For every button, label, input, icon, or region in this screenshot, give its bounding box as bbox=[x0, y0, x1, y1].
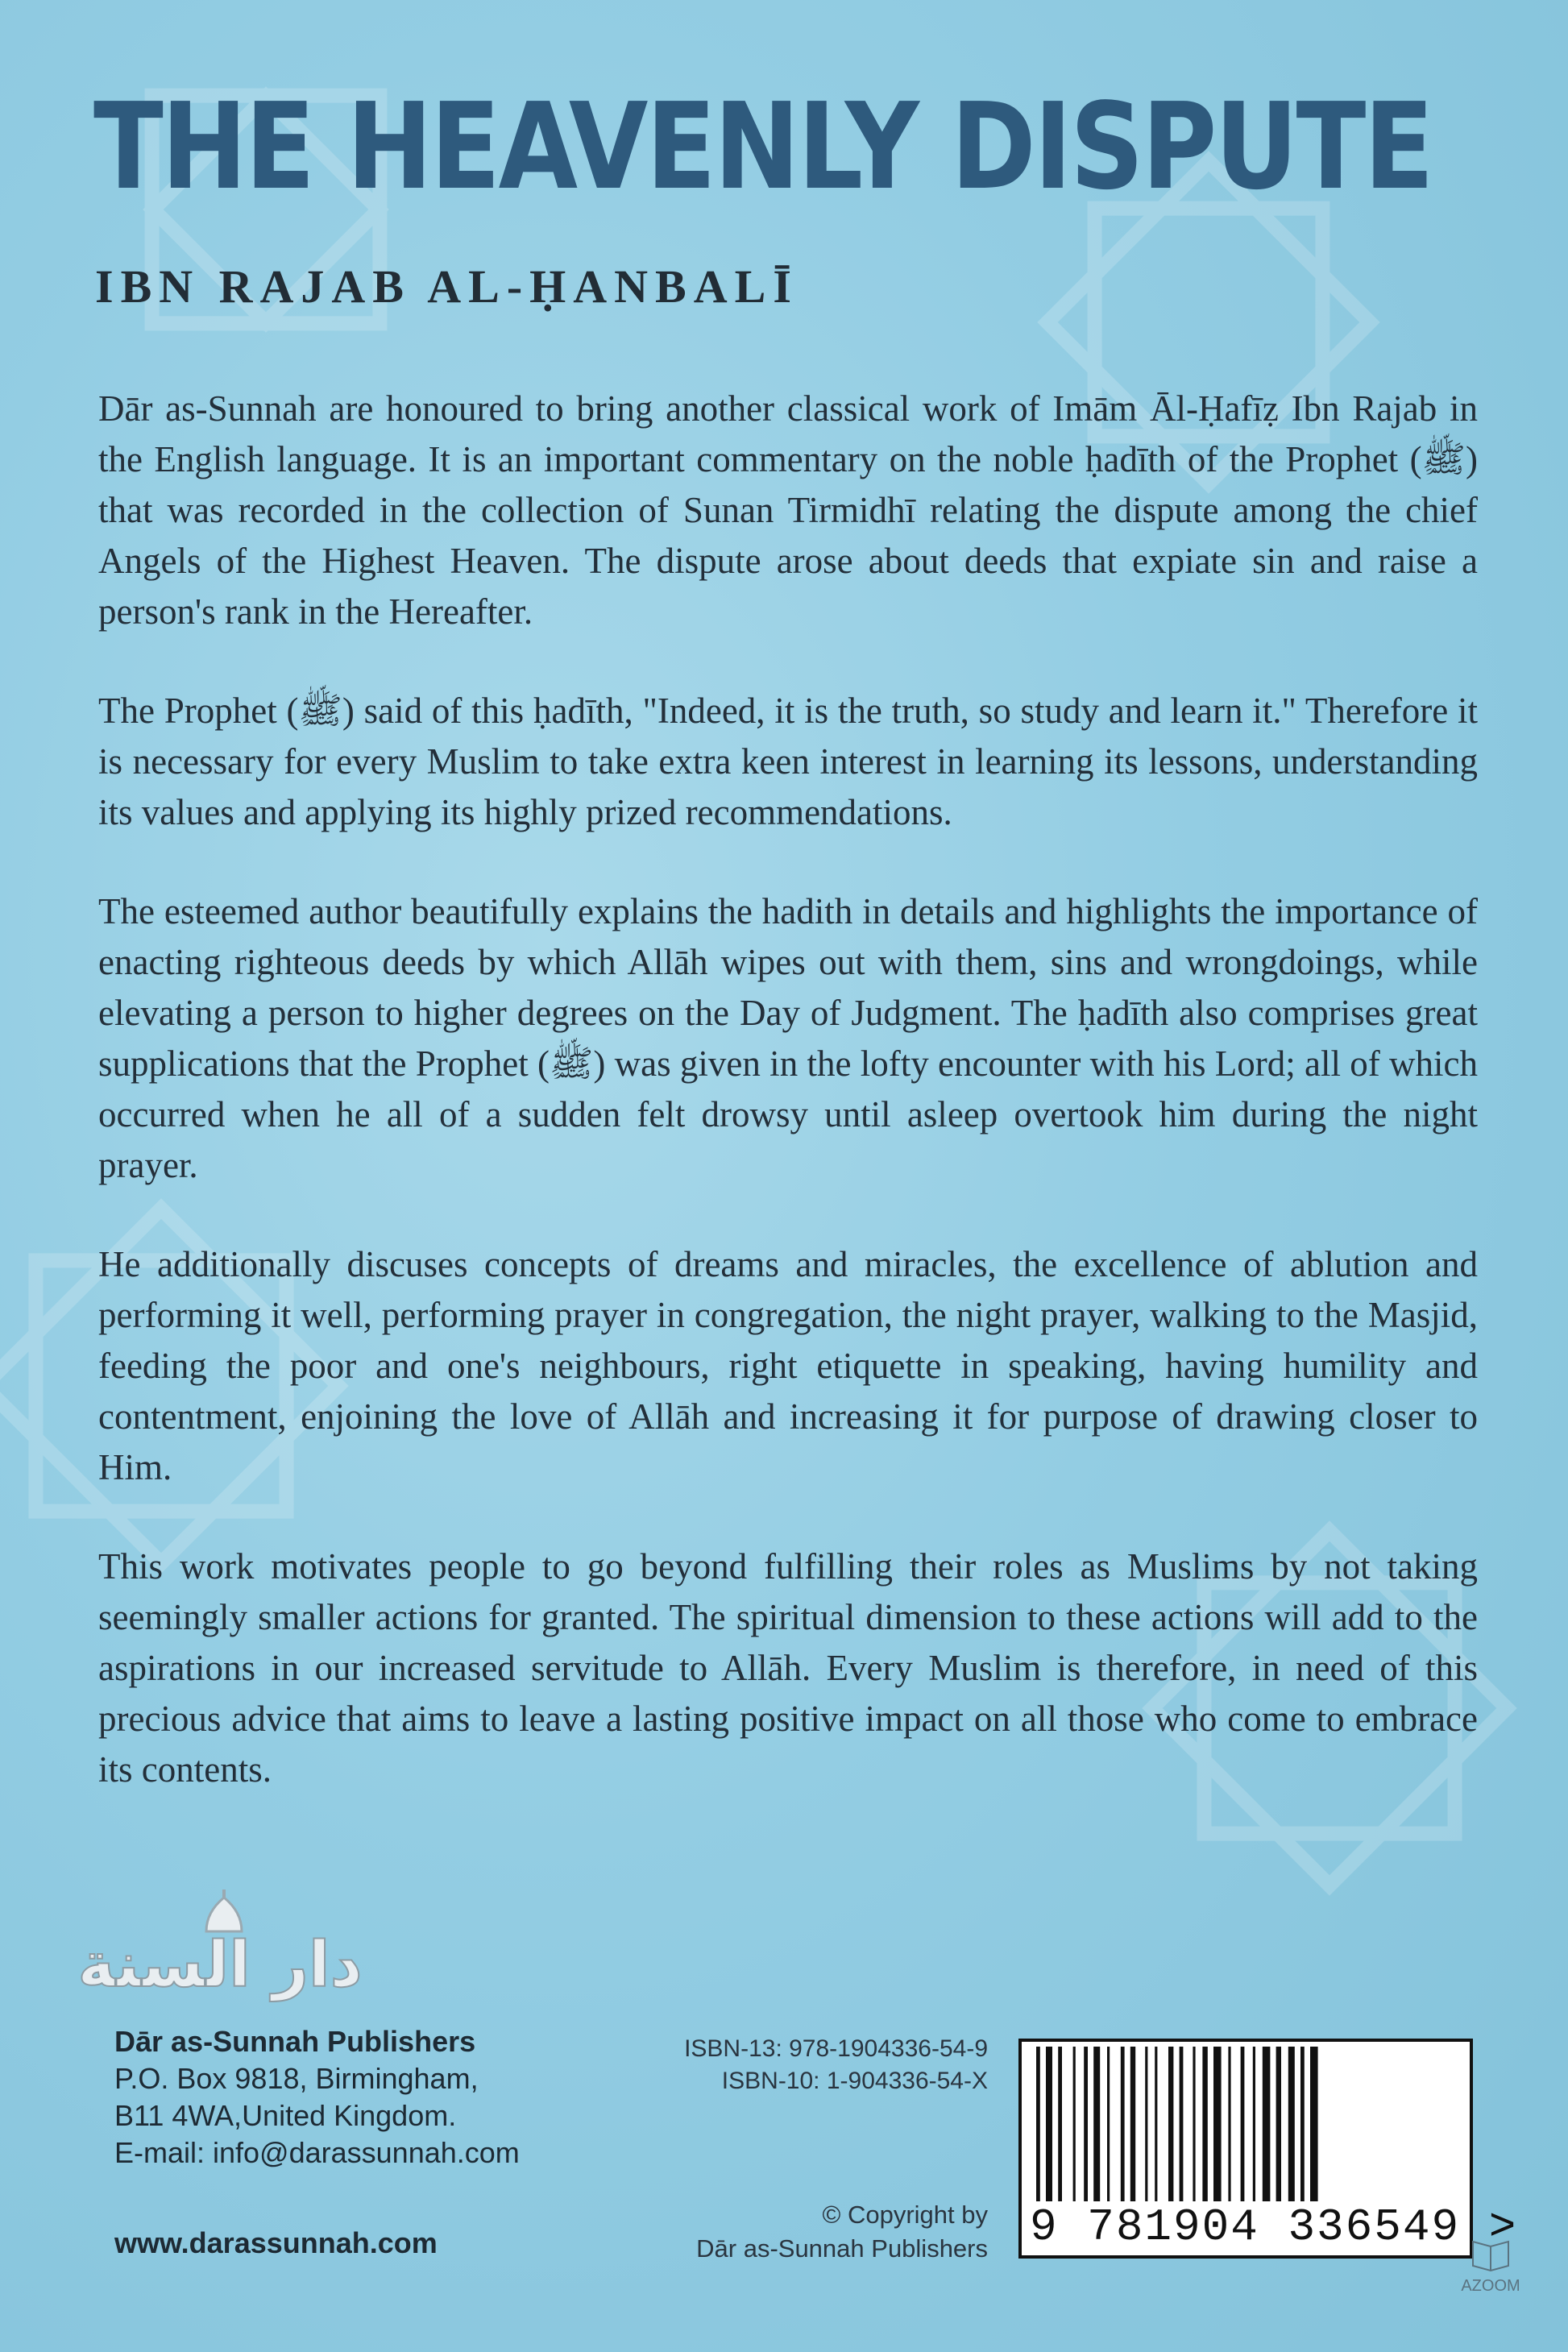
copyright-line-2: Dār as-Sunnah Publishers bbox=[696, 2234, 988, 2263]
book-title: THE HEAVENLY DISPUTE bbox=[93, 77, 1433, 216]
blurb-paragraph-1: Dār as-Sunnah are honoured to bring another classical work of Imām Āl-Ḥafīẓ Ibn Rajab in the English language. It is an important commentary on the noble ḥadīth of the Prophet (ﷺ) that was recorded in the collection of Sunan Tirmidhī relating the dispute among the chief Angels of the Highest Heaven. The dispute arose about deeds that expiate sin and raise a person's rank in the Hereafter. bbox=[98, 388, 1478, 632]
copyright-block bbox=[637, 2198, 988, 2266]
blurb-paragraph-4: He additionally discuses concepts of dreams and miracles, the excellence of ablution and performing it well, performing prayer in congregation, the night prayer, walking to the Masjid, feeding the poor and one's neighbours, right etiquette in speaking, having humility and contentment, enjoining the love of Allāh and increasing it for purpose of drawing closer to Him. bbox=[98, 1244, 1478, 1487]
isbn-10: ISBN-10: 1-904336-54-X bbox=[721, 2068, 988, 2094]
barcode-bar bbox=[1213, 2047, 1222, 2208]
barcode-bar bbox=[1145, 2047, 1147, 2208]
publisher-name: Dār as-Sunnah Publishers bbox=[114, 2025, 476, 2058]
isbn-block bbox=[637, 2033, 988, 2097]
barcode-bar bbox=[1263, 2047, 1271, 2208]
barcode-bar bbox=[1130, 2047, 1135, 2208]
watermark bbox=[1450, 2240, 1531, 2296]
barcode-bar bbox=[1155, 2047, 1157, 2208]
barcode-bar bbox=[1073, 2047, 1076, 2208]
watermark-text: AZOOM bbox=[1461, 2277, 1520, 2295]
publisher-info bbox=[114, 2023, 520, 2172]
publisher-address-2: B11 4WA,United Kingdom. bbox=[114, 2099, 457, 2132]
barcode-bar bbox=[1036, 2047, 1040, 2208]
book-author: IBN RAJAB AL-ḤANBALĪ bbox=[95, 260, 799, 313]
barcode-bar bbox=[1121, 2047, 1125, 2208]
publisher-email: E-mail: info@darassunnah.com bbox=[114, 2136, 520, 2169]
blurb-paragraph-2: The Prophet (ﷺ) said of this ḥadīth, "Indeed, it is the truth, so study and learn it." Therefore it is necessary for every Muslim to take extra keen interest in learning its lessons, understanding its values and applying its highly prized recommendations. bbox=[98, 691, 1478, 832]
blurb-paragraph-3: The esteemed author beautifully explains the hadith in details and highlights the importance of enacting righteous deeds by which Allāh wipes out with them, sins and wrongdoings, while elevating a person to higher degrees on the Day of Judgment. The ḥadīth also comprises great supplications that the Prophet (ﷺ) was given in the lofty encounter with his Lord; all of which occurred when he all of a sudden felt drowsy until asleep overtook him during the night prayer. bbox=[98, 891, 1478, 1185]
publisher-logo bbox=[77, 1889, 363, 2002]
barcode-digits: 9 781904 336549 > bbox=[1030, 2201, 1518, 2253]
copyright-line-1: © Copyright by bbox=[822, 2201, 988, 2229]
barcode-bar bbox=[1276, 2047, 1281, 2208]
book-icon bbox=[1466, 2240, 1515, 2272]
barcode-bar bbox=[1228, 2047, 1230, 2208]
barcode-bar bbox=[1058, 2047, 1062, 2208]
barcode-bar bbox=[1168, 2047, 1173, 2208]
barcode-bar bbox=[1046, 2047, 1052, 2208]
barcode-bar bbox=[1300, 2047, 1305, 2208]
barcode-bar bbox=[1084, 2047, 1088, 2208]
isbn-13: ISBN-13: 978-1904336-54-9 bbox=[684, 2035, 988, 2062]
barcode-bars bbox=[1028, 2047, 1463, 2208]
barcode-bar bbox=[1310, 2047, 1318, 2208]
blurb-paragraph-5: This work motivates people to go beyond fulfilling their roles as Muslims by not taking seemingly smaller actions for granted. The spiritual dimension to these actions will add to the aspirations in our increased servitude to Allāh. Every Muslim is therefore, in need of this precious advice that aims to leave a lasting positive impact on all those who come to embrace its contents. bbox=[98, 1546, 1478, 1790]
barcode-bar bbox=[1253, 2047, 1255, 2208]
barcode-bar bbox=[1193, 2047, 1195, 2208]
barcode-bar bbox=[1093, 2047, 1100, 2208]
barcode-bar bbox=[1202, 2047, 1207, 2208]
publisher-website: www.darassunnah.com bbox=[114, 2226, 438, 2259]
barcode bbox=[1018, 2039, 1518, 2259]
blurb-text bbox=[98, 384, 1478, 1844]
logo-text: دار السنة bbox=[77, 1929, 363, 2001]
barcode-bar bbox=[1107, 2047, 1110, 2208]
publisher-address-1: P.O. Box 9818, Birmingham, bbox=[114, 2062, 479, 2095]
barcode-bar bbox=[1241, 2047, 1245, 2208]
barcode-bar bbox=[1288, 2047, 1295, 2208]
barcode-bar bbox=[1180, 2047, 1184, 2208]
